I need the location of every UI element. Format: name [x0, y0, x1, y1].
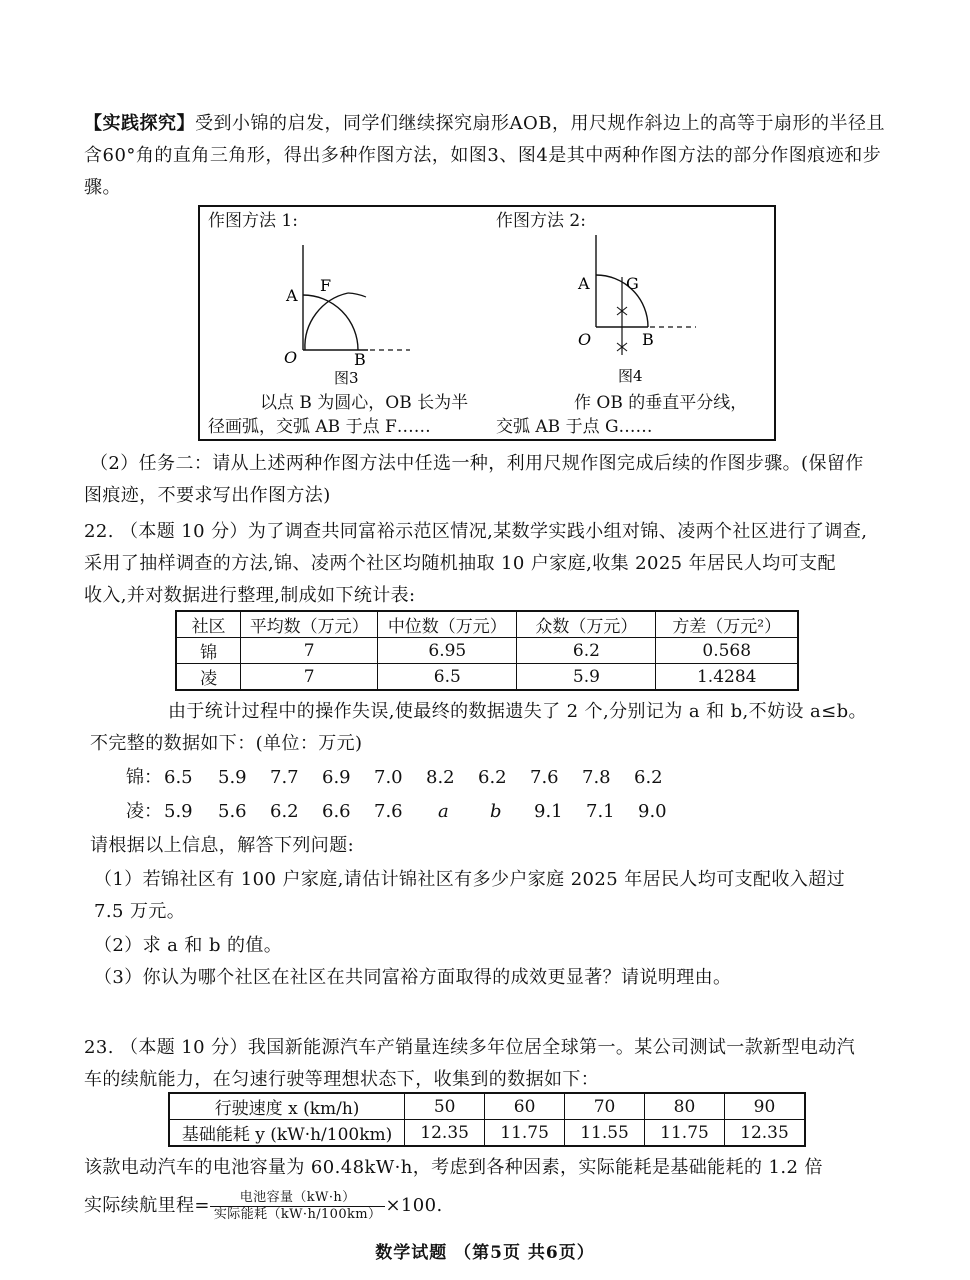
fig4-label-A: A — [578, 274, 590, 293]
q22-line3: 收入,并对数据进行整理,制成如下统计表: — [84, 585, 416, 606]
jin-value: 7.0 — [374, 767, 403, 788]
jin-value: 7.8 — [582, 767, 611, 788]
table-cell: 90 — [724, 1093, 805, 1120]
table-cell: 1.4284 — [656, 664, 798, 691]
table-cell: 7 — [241, 664, 378, 691]
fig4-label-G: G — [626, 274, 639, 293]
table-cell: 70 — [565, 1093, 645, 1120]
table-header-row — [176, 611, 798, 638]
q22-note: 由于统计过程中的操作失误,使最终的数据遗失了 2 个,分别记为 a 和 b,不妨设 a≤b。 — [168, 701, 867, 722]
table-row — [169, 1093, 805, 1120]
table-cell: 80 — [645, 1093, 725, 1120]
table-header: 众数（万元） — [517, 611, 656, 638]
formula-fraction — [210, 1190, 386, 1223]
table-cell: 凌 — [176, 664, 241, 691]
method1-desc-line2: 径画弧，交弧 AB 于点 F…… — [208, 417, 431, 437]
jin-value: 5.9 — [218, 767, 247, 788]
table-cell: 60 — [485, 1093, 565, 1120]
method1-desc-line1: 以点 B 为圆心，OB 长为半 — [260, 393, 469, 413]
table-header: 方差（万元²） — [656, 611, 798, 638]
fig4-label-B: B — [642, 330, 654, 349]
table-cell: 锦 — [176, 638, 241, 664]
q23-data-table — [168, 1092, 806, 1147]
method2-title: 作图方法 2: — [496, 211, 586, 231]
table-cell: 6.2 — [517, 638, 656, 664]
table-cell: 0.568 — [656, 638, 798, 664]
table-cell: 50 — [405, 1093, 485, 1120]
ling-value: a — [438, 801, 449, 822]
fig3-label-F: F — [320, 276, 332, 295]
table-cell: 6.95 — [378, 638, 517, 664]
q22-line2: 采用了抽样调查的方法,锦、凌两个社区均随机抽取 10 户家庭,收集 2025 年居民人均可支配 — [84, 553, 836, 574]
practice-paragraph — [84, 108, 894, 204]
jin-value: 6.2 — [634, 767, 663, 788]
fig4-label-O: O — [578, 330, 592, 349]
page-footer: 数学试题 （第5页 共6页） — [375, 1243, 595, 1263]
table-cell: 行驶速度 x (km/h) — [169, 1093, 405, 1120]
task2-line1: （2）任务二：请从上述两种作图方法中任选一种，利用尺规作图完成后续的作图步骤。(保留作 — [90, 453, 864, 474]
table-header: 社区 — [176, 611, 241, 638]
ling-value: 7.1 — [586, 801, 615, 822]
table-cell: 7 — [241, 638, 378, 664]
q22-data-intro: 不完整的数据如下：(单位：万元) — [90, 733, 363, 754]
q23-battery-line: 该款电动汽车的电池容量为 60.48kW·h，考虑到各种因素，实际能耗是基础能耗的 1.2 倍 — [84, 1157, 823, 1178]
table-row — [169, 1120, 805, 1147]
fig3-label-A: A — [286, 286, 298, 305]
jin-label: 锦： — [126, 767, 162, 788]
q22-stat-table — [175, 610, 799, 691]
practice-text: 受到小锦的启发，同学们继续探究扇形AOB，用尺规作斜边上的高等于扇形的半径且含60°角的直角三角形，得出多种作图方法，如图3、图4是其中两种作图方法的部分作图痕迹和步骤。 — [84, 113, 885, 198]
table-cell: 11.75 — [485, 1120, 565, 1147]
formula-rhs: ×100. — [385, 1195, 443, 1216]
q22-answer-intro: 请根据以上信息，解答下列问题: — [90, 835, 355, 856]
table-cell: 12.35 — [724, 1120, 805, 1147]
table-cell: 11.75 — [645, 1120, 725, 1147]
table-cell: 基础能耗 y (kW·h/100km) — [169, 1120, 405, 1147]
ling-label: 凌： — [126, 801, 162, 822]
ling-value: 5.9 — [164, 801, 193, 822]
q22-sub2: （2）求 a 和 b 的值。 — [94, 935, 283, 956]
ling-value: 6.6 — [322, 801, 351, 822]
table-row — [176, 664, 798, 691]
q23-line2: 车的续航能力，在匀速行驶等理想状态下，收集到的数据如下： — [84, 1069, 600, 1090]
practice-tag: 【实践探究】 — [84, 113, 195, 134]
ling-value: 6.2 — [270, 801, 299, 822]
jin-value: 7.7 — [270, 767, 299, 788]
table-header: 中位数（万元） — [378, 611, 517, 638]
jin-value: 8.2 — [426, 767, 455, 788]
jin-value: 6.2 — [478, 767, 507, 788]
method2-desc-line1: 作 OB 的垂直平分线， — [574, 393, 748, 413]
jin-value: 7.6 — [530, 767, 559, 788]
fig3-caption: 图3 — [334, 369, 359, 387]
ling-value: 9.1 — [534, 801, 563, 822]
task2-line2: 图痕迹，不要求写出作图方法) — [84, 485, 331, 506]
figure3-diagram — [284, 245, 410, 387]
fig4-caption: 图4 — [618, 367, 643, 385]
construction-figure-box — [198, 205, 776, 441]
ling-value: b — [490, 801, 502, 822]
table-cell: 6.5 — [378, 664, 517, 691]
jin-value: 6.9 — [322, 767, 351, 788]
method1-title: 作图方法 1: — [208, 211, 298, 231]
figure4-diagram — [577, 235, 696, 385]
q22-sub1-line2: 7.5 万元。 — [94, 901, 186, 922]
table-cell: 12.35 — [405, 1120, 485, 1147]
table-header: 平均数（万元） — [241, 611, 378, 638]
formula-denominator: 实际能耗（kW·h/100km） — [213, 1206, 382, 1222]
formula-numerator: 电池容量（kW·h） — [210, 1190, 386, 1207]
ling-value: 5.6 — [218, 801, 247, 822]
q22-line1: 22. （本题 10 分）为了调查共同富裕示范区情况,某数学实践小组对锦、凌两个社区进行了调查, — [84, 521, 868, 542]
q22-sub1-line1: （1）若锦社区有 100 户家庭,请估计锦社区有多少户家庭 2025 年居民人均可支配收入超过 — [94, 869, 846, 890]
table-cell: 11.55 — [565, 1120, 645, 1147]
q23-line1: 23. （本题 10 分）我国新能源汽车产销量连续多年位居全球第一。某公司测试一款新型电动汽 — [84, 1037, 856, 1058]
table-row — [176, 638, 798, 664]
method2-desc-line2: 交弧 AB 于点 G…… — [496, 417, 653, 437]
formula-lhs: 实际续航里程= — [84, 1195, 210, 1216]
ling-value: 9.0 — [638, 801, 667, 822]
q22-sub3: （3）你认为哪个社区在社区在共同富裕方面取得的成效更显著？请说明理由。 — [94, 967, 732, 988]
q23-formula — [84, 1186, 443, 1226]
fig3-label-B: B — [354, 350, 366, 369]
table-cell: 5.9 — [517, 664, 656, 691]
ling-value: 7.6 — [374, 801, 403, 822]
jin-value: 6.5 — [164, 767, 193, 788]
fig3-label-O: O — [284, 348, 298, 367]
